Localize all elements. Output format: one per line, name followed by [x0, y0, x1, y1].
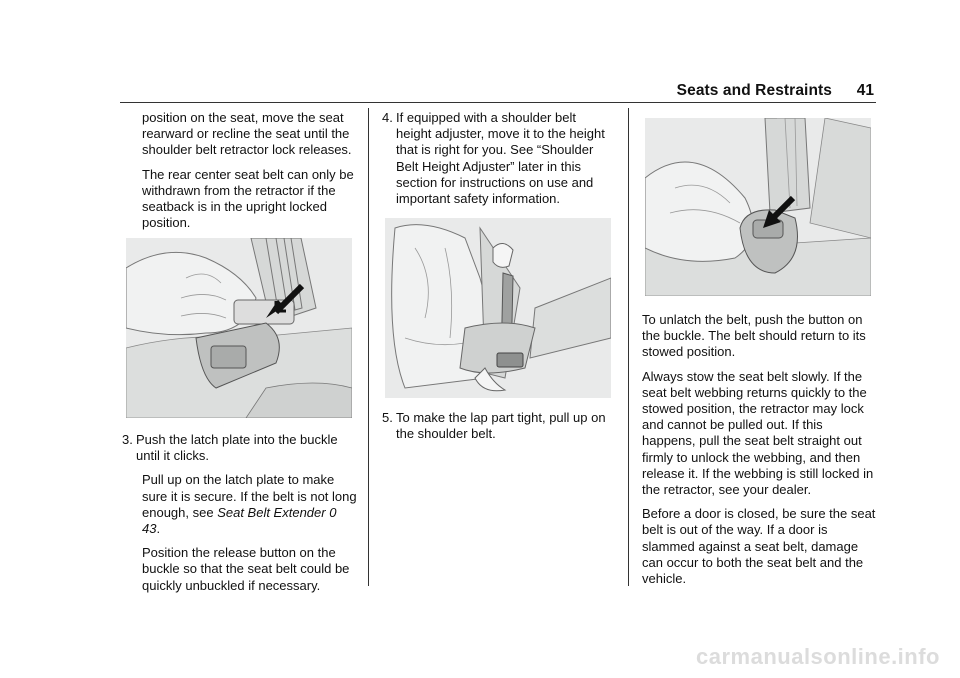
step-3 [122, 432, 358, 464]
step-number: 4. [382, 110, 393, 125]
unlatch-figure [645, 118, 871, 296]
watermark: carmanualsonline.info [696, 644, 940, 669]
lap-belt-figure [385, 218, 611, 398]
step-4 [382, 110, 614, 207]
column-1 [122, 110, 358, 239]
step-text: Push the latch plate into the buckle until it clicks. [136, 432, 338, 464]
column-divider [628, 108, 629, 586]
latch-plate-figure [126, 238, 352, 418]
column-3 [642, 312, 878, 595]
text-run: Pull up on the latch plate to make sure it is secure. If the belt is not long enough, see [142, 472, 357, 520]
cross-reference-link[interactable]: Seat Belt Extender [217, 504, 326, 520]
step-5 [382, 410, 614, 442]
column-divider [368, 108, 369, 586]
step-number: 3. [122, 432, 133, 447]
paragraph: To unlatch the belt, push the button on the buckle. The belt should return to its stowed position. [642, 312, 866, 360]
paragraph: Before a door is closed, be sure the seat belt is out of the way. If a door is slammed against a seat belt, damage can occur to both the seat belt and the vehicle. [642, 506, 876, 587]
text-run: . [156, 521, 161, 537]
lap-belt-illustration [385, 218, 611, 398]
page-number: 41 [856, 82, 874, 99]
unlatch-illustration [645, 118, 871, 296]
section-title: Seats and Restraints [676, 82, 832, 99]
latch-illustration [126, 238, 352, 418]
step-text: To make the lap part tight, pull up on the shoulder belt. [396, 410, 606, 442]
column-2 [382, 110, 614, 207]
page-reference: 0 43 [142, 504, 337, 537]
step-text: If equipped with a shoulder belt height adjuster, move it to the height that is right for you. See “Shoulder Belt Height Adjuster” later in this section for instructions on use and important safety information. [396, 110, 605, 207]
step-number: 5. [382, 410, 393, 425]
column-2-lower [382, 410, 614, 442]
page-header [120, 80, 876, 103]
paragraph: The rear center seat belt can only be withdrawn from the retractor if the seatback is in the upright locked position. [142, 166, 354, 231]
paragraph: Position the release button on the buckle so that the seat belt could be quickly unbuckled if necessary. [142, 545, 350, 593]
paragraph: Always stow the seat belt slowly. If the seat belt webbing returns quickly to the stowed position, the retractor may lock and cannot be pulled out. If this happens, pull the seat belt straight out firmly to unlock the webbing, and then release it. If the webbing is still locked in the retractor, see your dealer. [642, 368, 874, 498]
paragraph: position on the seat, move the seat rearward or recline the seat until the shoulder belt retractor lock releases. [142, 110, 352, 158]
column-1-lower [122, 432, 358, 602]
paragraph [122, 472, 358, 537]
